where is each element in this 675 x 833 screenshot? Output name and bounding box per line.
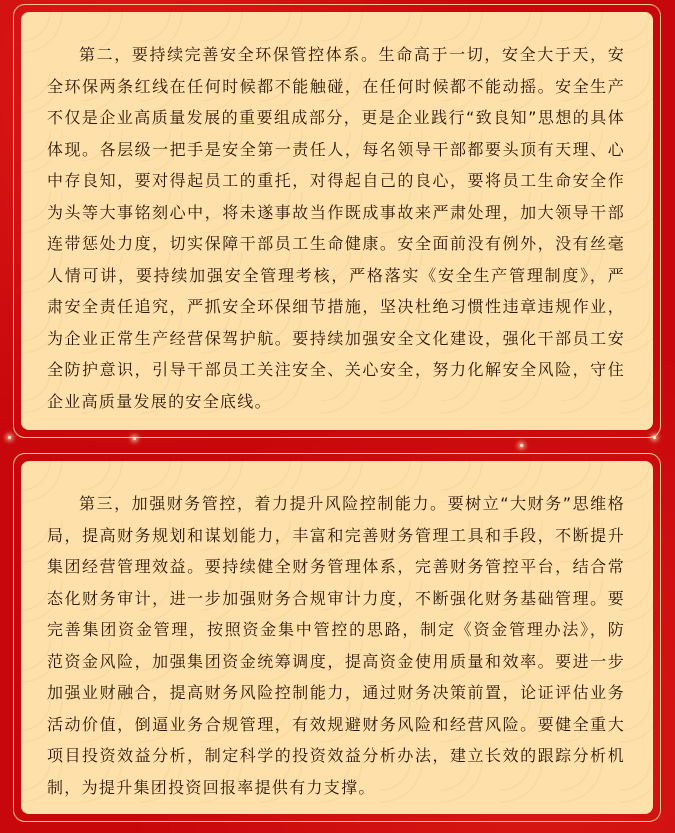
text-panel-section-3 [13,453,661,822]
sparkle-decoration [133,437,136,440]
text-panel-section-2 [13,4,661,438]
paragraph-section-3: 第三，加强财务管控，着力提升风险控制能力。要树立“大财务”思维格局，提高财务规划和谋划能力，丰富和完善财务管理工具和手段，不断提升集团经营管理效益。要持续健全财务管理体系，完善财务管控平台，结合常态化财务审计，进一步加强财务合规审计力度，不断强化财务基础管理。要完善集团资金管理，按照资金集中管控的思路，制定《资金管理办法》，防范资金风险，加强集团资金统筹调度，提高资金使用质量和效率。要进一步加强业财融合，提高财务风险控制能力，通过财务决策前置，论证评估业务活动价值，倒逼业务合规管理，有效规避财务风险和经营风险。要健全重大项目投资效益分析，制定科学的投资效益分析办法，建立长效的跟踪分析机制，为提升集团投资回报率提供有力支撑。 [47,494,625,797]
panel-content [21,461,653,814]
paragraph-section-2: 第二，要持续完善安全环保管控体系。生命高于一切，安全大于天，安全环保两条红线在任何时候都不能触碰，在任何时候都不能动摇。安全生产不仅是企业高质量发展的重要组成部分，更是企业践行“致良知”思想的具体体现。各层级一把手是安全第一责任人，每名领导干部都要头顶有天理、心中存良知，要对得起员工的重托，对得起自己的良心，要将员工生命安全作为头等大事铭刻心中，将未遂事故当作既成事故来严肃处理，加大领导干部连带惩处力度，切实保障干部员工生命健康。安全面前没有例外，没有丝毫人情可讲，要持续加强安全管理考核，严格落实《安全生产管理制度》，严肃安全责任追究，严抓安全环保细节措施，坚决杜绝习惯性违章违规作业，为企业正常生产经营保驾护航。要持续加强安全文化建设，强化干部员工安全防护意识，引导干部员工关注安全、关心安全，努力化解安全风险，守住企业高质量发展的安全底线。 [47,45,625,411]
panel-content [21,12,653,430]
sparkle-decoration [8,436,11,439]
sparkle-decoration [520,444,523,447]
sparkle-decoration [653,436,656,439]
